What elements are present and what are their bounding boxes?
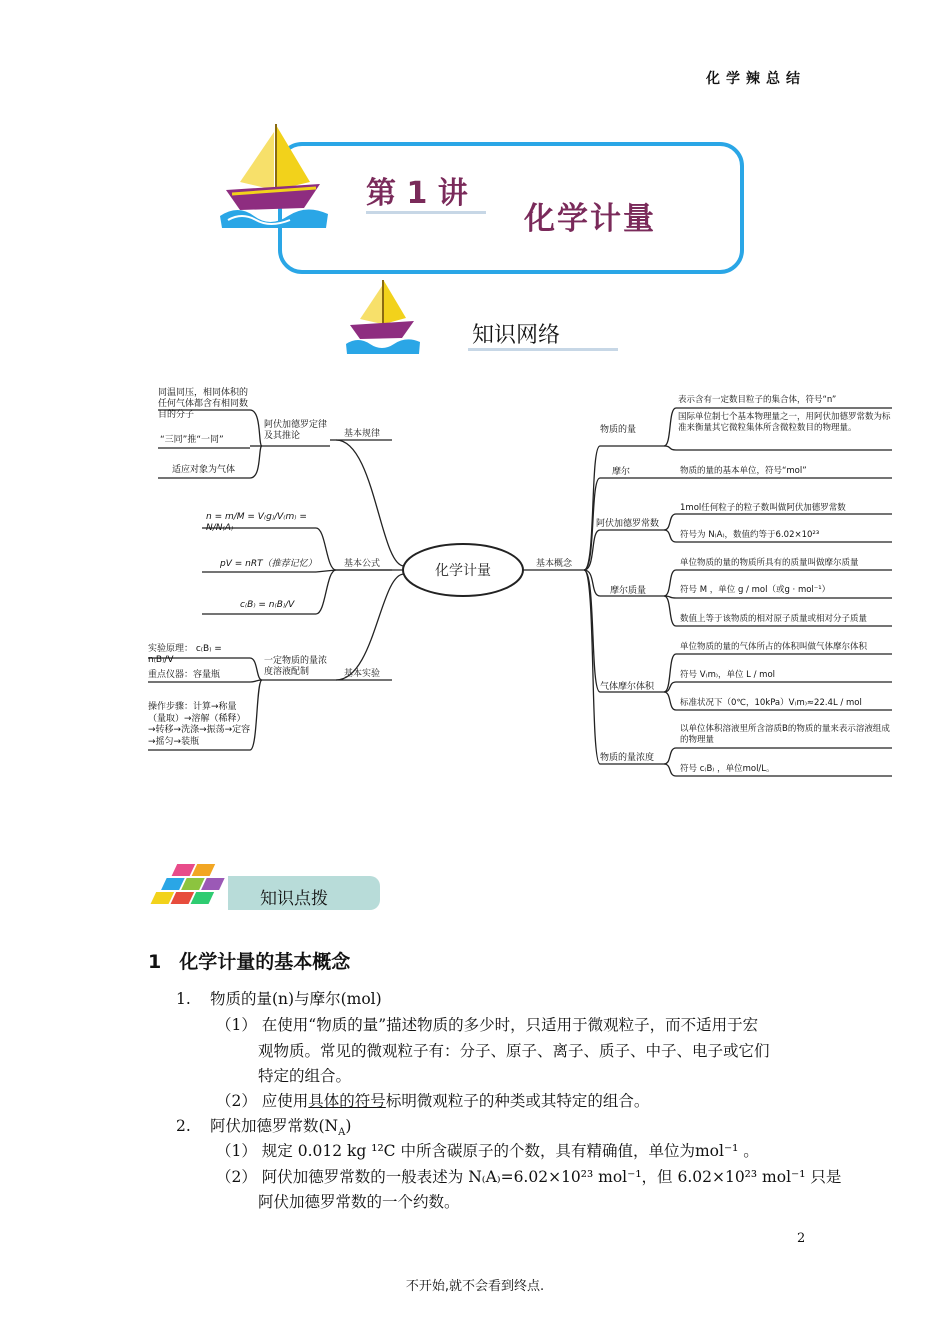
section-title	[148, 947, 368, 974]
mm-exp-sub: 一定物质的量浓度溶液配制	[264, 656, 328, 677]
underlined-text: 具体的符号	[308, 1092, 386, 1110]
lesson-underline	[366, 211, 486, 214]
mm-law-leaf-3: 适应对象为气体	[172, 465, 236, 475]
paragraph: 阿伏加德罗常数的一个约数。	[258, 1193, 460, 1211]
cubes-icon	[140, 858, 250, 920]
section-number: 1	[148, 951, 162, 973]
mm-branch-6: 物质的量浓度	[600, 753, 655, 763]
mm-branch-2: 摩尔	[612, 467, 631, 477]
header-tag: 化学辣总结	[706, 71, 806, 87]
page-number: 2	[797, 1231, 806, 1246]
mm-branch-5: 气体摩尔体积	[600, 682, 655, 692]
sailboat-icon	[218, 120, 338, 240]
mm-basic-formula: 基本公式	[344, 559, 381, 569]
mm-leaf: 符号 M ，单位 g / mol（或g · mol⁻¹）	[680, 585, 831, 595]
text: （2） 应使用	[216, 1092, 309, 1110]
mm-law-sub: 阿伏加德罗定律及其推论	[264, 420, 328, 441]
mm-branch-4: 摩尔质量	[610, 586, 647, 596]
mm-basic-experiment: 基本实验	[344, 669, 381, 679]
section-name: 化学计量的基本概念	[179, 951, 351, 973]
mm-law-leaf-1: 同温同压，相同体积的任何气体都含有相同数目的分子	[158, 388, 249, 420]
mm-leaf: 1mol任何粒子的粒子数叫做阿伏加德罗常数	[680, 503, 846, 513]
paragraph: （2） 阿伏加德罗常数的一般表述为 N₍A₎=6.02×10²³ mol⁻¹，但 6.02×10²³ mol⁻¹ 只是	[216, 1168, 842, 1186]
mm-basic-concept: 基本概念	[536, 559, 573, 569]
mm-leaf: 数值上等于该物质的相对原子质量或相对分子质量	[680, 614, 868, 624]
title-box	[278, 142, 744, 274]
mind-map	[0, 380, 950, 800]
item-title: 物质的量(n)与摩尔(mol)	[210, 990, 382, 1008]
mm-leaf: 以单位体积溶液里所含溶质B的物质的量来表示溶液组成的物理量	[680, 724, 890, 745]
mm-branch-1: 物质的量	[600, 425, 637, 435]
mm-formula-3: c₍B₎ = n₍B₎/V	[240, 600, 295, 610]
mm-leaf: 标准状况下（0℃，10kPa）V₍m₎≈22.4L / mol	[680, 698, 862, 708]
mm-leaf: 国际单位制七个基本物理量之一，用阿伏加德罗常数为标准来衡量其它微粒集体所含微粒数目的物理量。	[678, 412, 891, 433]
item-number: 2.	[176, 1117, 191, 1135]
mm-exp-leaf-3: 操作步骤：计算→称量（量取）→溶解（稀释）→转移→洗涤→振荡→定容→摇匀→装瓶	[148, 702, 251, 747]
mm-leaf: 物质的量的基本单位，符号“mol”	[680, 466, 807, 476]
paragraph	[216, 1088, 649, 1114]
lesson-topic: 化学计量	[524, 201, 656, 237]
text: 标明微观粒子的种类或其特定的组合。	[385, 1092, 650, 1110]
mm-formula-1: n = m/M = V₍g₎/V₍m₎ = N/N₍A₎	[206, 512, 307, 533]
item-number: 1.	[176, 990, 191, 1008]
small-sailboat-icon	[344, 278, 424, 360]
tips-title: 知识点拨	[260, 889, 328, 909]
mm-formula-2: pV = nRT（推荐记忆）	[220, 559, 317, 569]
mindmap-center: 化学计量	[435, 563, 491, 579]
paragraph: 特定的组合。	[258, 1067, 352, 1085]
mm-leaf: 符号 V₍m₎，单位 L / mol	[680, 670, 776, 680]
mm-basic-law: 基本规律	[344, 429, 381, 439]
mm-leaf: 表示含有一定数目粒子的集合体，符号“n”	[678, 395, 837, 405]
knowledge-network-underline	[468, 348, 618, 351]
paragraph: （1） 规定 0.012 kg ¹²C 中所含碳原子的个数，具有精确值，单位为mol⁻¹ 。	[216, 1142, 759, 1160]
mm-law-leaf-2: “三同”推“一同”	[160, 435, 224, 445]
text: 阿伏加德罗常数(N	[210, 1117, 339, 1135]
mm-leaf: 单位物质的量的气体所占的体积叫做气体摩尔体积	[680, 642, 868, 652]
knowledge-network-title: 知识网络	[472, 323, 561, 348]
mm-exp-leaf-2: 重点仪器：容量瓶	[148, 670, 221, 680]
item-title: 阿伏加德罗常数$(N_A)$	[210, 1117, 352, 1139]
mm-leaf: 单位物质的量的物质所具有的质量叫做摩尔质量	[680, 558, 859, 568]
mm-branch-3: 阿伏加德罗常数	[596, 519, 660, 529]
paragraph: 观物质。常见的微观粒子有：分子、原子、离子、质子、中子、电子或它们	[258, 1042, 770, 1060]
mm-leaf: 符号 c₍B₎ ，单位mol/L。	[680, 764, 775, 774]
mm-exp-leaf-1: 实验原理： c₍B₎ = n₍B₎/V	[148, 644, 222, 665]
lesson-number: 第 1 讲	[366, 176, 468, 211]
mm-leaf: 符号为 N₍A₎，数值约等于6.02×10²³	[680, 530, 820, 540]
paragraph: （1） 在使用“物质的量”描述物质的多少时，只适用于微观粒子，而不适用于宏	[216, 1016, 759, 1034]
footer-quote: 不开始,就不会看到终点.	[405, 1279, 545, 1294]
